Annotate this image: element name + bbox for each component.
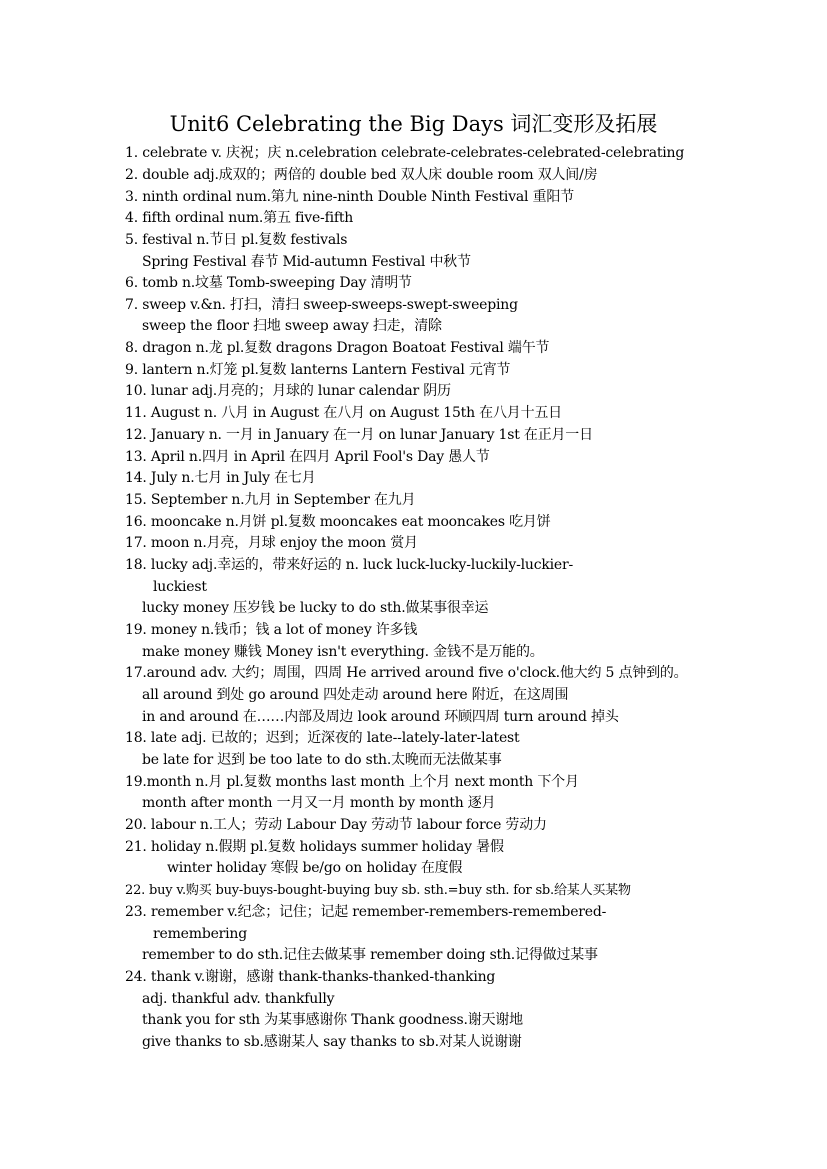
entry-line: month after month 一月又一月 month by month 逐月	[142, 795, 496, 811]
entry-line: 21. holiday n.假期 pl.复数 holidays summer holiday 暑假	[125, 839, 504, 855]
entry-line: 4. fifth ordinal num.第五 five-fifth	[125, 210, 354, 226]
entry-line: 5. festival n.节日 pl.复数 festivals	[125, 232, 348, 248]
entry-line: 15. September n.九月 in September 在九月	[125, 492, 416, 508]
entry-line: 9. lantern n.灯笼 pl.复数 lanterns Lantern Festival 元宵节	[125, 362, 511, 378]
entry-line: 3. ninth ordinal num.第九 nine-ninth Double Ninth Festival 重阳节	[125, 189, 574, 205]
entry-line: in and around 在……内部及周边 look around 环顾四周 turn around 掉头	[142, 709, 619, 725]
entry-line: 16. mooncake n.月饼 pl.复数 mooncakes eat mooncakes 吃月饼	[125, 514, 551, 530]
entry-line: 2. double adj.成双的；两倍的 double bed 双人床 double room 双人间/房	[125, 167, 598, 183]
entry-line: 6. tomb n.坟墓 Tomb-sweeping Day 清明节	[125, 275, 412, 291]
entry-line: 7. sweep v.&n. 打扫，清扫 sweep-sweeps-swept-sweeping	[125, 297, 518, 313]
entry-line: 24. thank v.谢谢，感谢 thank-thanks-thanked-thanking	[125, 969, 496, 985]
entry-line: winter holiday 寒假 be/go on holiday 在度假	[167, 860, 463, 876]
page-title: Unit6 Celebrating the Big Days 词汇变形及拓展	[169, 112, 658, 136]
entry-line: give thanks to sb.感谢某人 say thanks to sb.对某人说谢谢	[142, 1034, 522, 1050]
entry-line: remember to do sth.记住去做某事 remember doing sth.记得做过某事	[142, 947, 598, 963]
entry-line: 23. remember v.纪念；记住；记起 remember-remembers-remembered-	[125, 904, 607, 920]
entry-line: 22. buy v.购买 buy-buys-bought-buying buy sb. sth.=buy sth. for sb.给某人买某物	[125, 883, 631, 898]
entry-line: make money 赚钱 Money isn't everything. 金钱不是万能的。	[142, 644, 544, 660]
entry-line: all around 到处 go around 四处走动 around here 附近，在这周围	[142, 687, 569, 703]
entry-line: Spring Festival 春节 Mid-autumn Festival 中秋节	[142, 254, 471, 270]
entry-line: luckiest	[153, 579, 207, 595]
entry-line: 14. July n.七月 in July 在七月	[125, 470, 316, 486]
entry-line: 10. lunar adj.月亮的；月球的 lunar calendar 阴历	[125, 383, 451, 399]
entry-line: 20. labour n.工人；劳动 Labour Day 劳动节 labour force 劳动力	[125, 817, 547, 833]
entry-line: 18. lucky adj.幸运的，带来好运的 n. luck luck-lucky-luckily-luckier-	[125, 557, 574, 573]
entry-line: adj. thankful adv. thankfully	[142, 991, 335, 1007]
entry-line: 19.month n.月 pl.复数 months last month 上个月 next month 下个月	[125, 774, 579, 790]
entry-line: 11. August n. 八月 in August 在八月 on August 15th 在八月十五日	[125, 405, 562, 421]
entry-line: be late for 迟到 be too late to do sth.太晚而无法做某事	[142, 752, 502, 768]
entry-line: 12. January n. 一月 in January 在一月 on lunar January 1st 在正月一日	[125, 427, 593, 443]
entry-line: 19. money n.钱币；钱 a lot of money 许多钱	[125, 622, 418, 638]
entry-line: 17. moon n.月亮，月球 enjoy the moon 赏月	[125, 535, 418, 551]
entry-line: 1. celebrate v. 庆祝；庆 n.celebration celebrate-celebrates-celebrated-celebrating	[125, 145, 685, 161]
entry-line: 17.around adv. 大约；周围，四周 He arrived around five o'clock.他大约 5 点钟到的。	[125, 665, 688, 681]
entry-line: 18. late adj. 已故的；迟到；近深夜的 late--lately-later-latest	[125, 730, 520, 746]
entry-line: lucky money 压岁钱 be lucky to do sth.做某事很幸运	[142, 600, 489, 616]
entry-line: thank you for sth 为某事感谢你 Thank goodness.谢天谢地	[142, 1012, 523, 1028]
entry-line: 8. dragon n.龙 pl.复数 dragons Dragon Boatoat Festival 端午节	[125, 340, 550, 356]
entry-line: sweep the floor 扫地 sweep away 扫走，清除	[142, 318, 442, 334]
entry-line: 13. April n.四月 in April 在四月 April Fool's Day 愚人节	[125, 449, 490, 465]
entry-line: remembering	[153, 926, 248, 942]
